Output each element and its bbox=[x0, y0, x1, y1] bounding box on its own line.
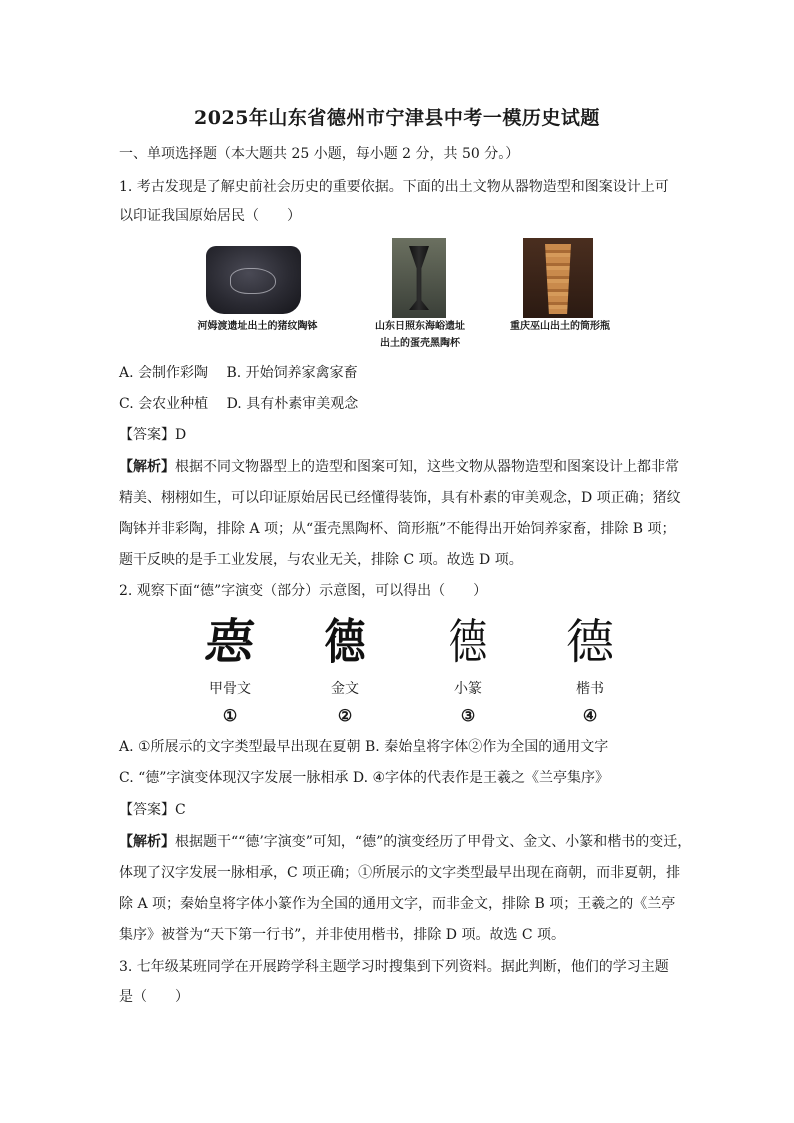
page-title: 2025年山东省德州市宁津县中考一模历史试题 bbox=[194, 107, 600, 129]
glyph-number-4: ④ bbox=[582, 706, 598, 725]
q1-answer: 【答案】D bbox=[119, 427, 187, 443]
q1-options-line-1: A. 会制作彩陶 B. 开始饲养家禽家畜 bbox=[119, 365, 358, 381]
glyph-number-2: ② bbox=[337, 706, 353, 725]
q2-options-line-2: C. “德”字演变体现汉字发展一脉相承 D. ④字体的代表作是王羲之《兰亭集序》 bbox=[119, 770, 610, 786]
glyph-number-3: ③ bbox=[460, 706, 476, 725]
glyph-label-4: 楷书 bbox=[576, 681, 604, 697]
cylindrical-vase-image bbox=[523, 238, 593, 318]
glyph-label-1: 甲骨文 bbox=[209, 681, 251, 697]
artifact-caption-1: 河姆渡遗址出土的猪纹陶钵 bbox=[197, 321, 318, 332]
glyph-number-1: ① bbox=[222, 706, 238, 725]
artifact-caption-3: 重庆巫山出土的筒形瓶 bbox=[510, 321, 610, 332]
q1-analysis-line-2: 精美、栩栩如生，可以印证原始居民已经懂得装饰，具有朴素的审美观念，D 项正确；猪纹 bbox=[119, 490, 681, 506]
q2-analysis-label: 【解析】 bbox=[119, 834, 175, 850]
q1-analysis-text-1: 根据不同文物器型上的造型和图案可知，这些文物从器物造型和图案设计上都非常 bbox=[175, 459, 679, 475]
q1-analysis-label: 【解析】 bbox=[119, 459, 175, 475]
q1-analysis-line-3: 陶钵并非彩陶，排除 A 项；从“蛋壳黑陶杯、筒形瓶”不能得出开始饲养家畜，排除 B 项； bbox=[119, 521, 676, 537]
pig-pattern-pottery-bowl-image bbox=[206, 246, 301, 314]
q1-options-line-2: C. 会农业种植 D. 具有朴素审美观念 bbox=[119, 396, 359, 412]
q2-options-line-1: A. ①所展示的文字类型最早出现在夏朝 B. 秦始皇将字体②作为全国的通用文字 bbox=[119, 739, 609, 755]
q1-analysis-line-4: 题干反映的是手工业发展，与农业无关，排除 C 项。故选 D 项。 bbox=[119, 552, 523, 568]
q2-analysis-line-2: 体现了汉字发展一脉相承，C 项正确；①所展示的文字类型最早出现在商朝，而非夏朝，排 bbox=[119, 865, 681, 881]
q3-stem-line-1: 3. 七年级某班同学在开展跨学科主题学习时搜集到下列资料。据此判断，他们的学习主题 bbox=[119, 959, 669, 975]
q2-stem: 2. 观察下面“德”字演变（部分）示意图，可以得出（ ） bbox=[119, 583, 488, 599]
q1-artifact-figure bbox=[170, 234, 640, 359]
q2-analysis-line-3: 除 A 项；秦始皇将字体小篆作为全国的通用文字，而非金文，排除 B 项；王羲之的《兰亭 bbox=[119, 896, 676, 912]
oracle-bone-glyph: 𢛳 bbox=[202, 614, 258, 670]
section-heading: 一、单项选择题（本大题共 25 小题，每小题 2 分，共 50 分。） bbox=[119, 146, 520, 162]
bronze-script-glyph: 德 bbox=[324, 614, 366, 670]
artifact-caption-2-line-2: 出土的蛋壳黑陶杯 bbox=[380, 338, 460, 349]
q1-stem-line-1: 1. 考古发现是了解史前社会历史的重要依据。下面的出土文物从器物造型和图案设计上可 bbox=[119, 179, 669, 195]
eggshell-black-pottery-cup-image bbox=[392, 238, 446, 318]
small-seal-glyph: 德 bbox=[448, 614, 488, 670]
regular-script-glyph: 德 bbox=[565, 614, 614, 670]
q3-stem-line-2: 是（ ） bbox=[119, 989, 189, 1005]
q2-analysis-text-1: 根据题干““德’字演变”可知，“德”的演变经历了甲骨文、金文、小篆和楷书的变迁， bbox=[175, 834, 692, 850]
q2-answer: 【答案】C bbox=[119, 802, 186, 818]
glyph-label-2: 金文 bbox=[331, 681, 359, 697]
q2-analysis-line-4: 集序》被誉为“天下第一行书”，并非使用楷书，排除 D 项。故选 C 项。 bbox=[119, 927, 566, 943]
q1-stem-line-2: 以印证我国原始居民（ ） bbox=[119, 208, 301, 224]
glyph-label-3: 小篆 bbox=[454, 681, 482, 697]
artifact-caption-2-line-1: 山东日照东海峪遗址 bbox=[375, 321, 465, 332]
q2-analysis-line-1 bbox=[119, 832, 692, 852]
de-character-evolution-figure bbox=[190, 612, 650, 730]
q1-analysis-line-1 bbox=[119, 457, 679, 477]
